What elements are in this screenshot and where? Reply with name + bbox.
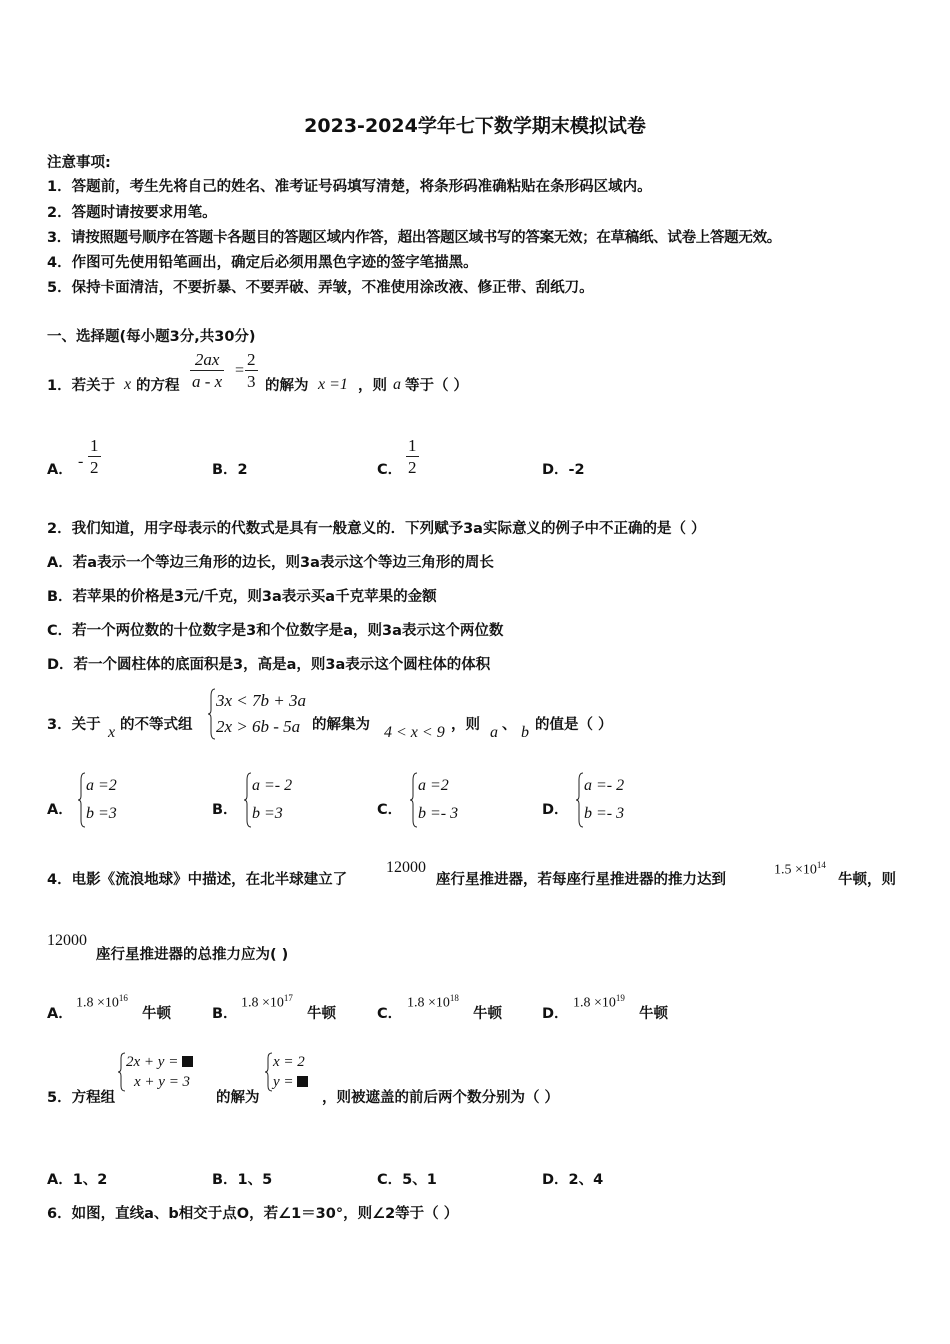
q1-option-c-fraction (406, 436, 419, 479)
q1-end: 等于（ ） (405, 378, 469, 394)
q3-option-d-row2: b =- 3 (584, 805, 625, 822)
q1-var-a: a (393, 376, 401, 393)
q1-option-c-num: 1 (408, 436, 417, 455)
q3-end: 的值是（ ） (535, 717, 613, 733)
q1-option-a-den: 2 (90, 458, 99, 477)
q1-option-d[interactable]: D．-2 (542, 462, 585, 478)
q1-option-c-label[interactable]: C． (377, 462, 403, 478)
q5-end: ，则被遮盖的前后两个数分别为（ ） (322, 1090, 560, 1106)
hidden-number-icon (297, 1076, 308, 1087)
q3-after: 的解集为 (312, 717, 370, 733)
q4-option-c-unit: 牛顿 (473, 1006, 502, 1022)
q2-option-d[interactable]: D．若一个圆柱体的底面积是3，高是a，则3a表示这个圆柱体的体积 (47, 657, 491, 673)
q4-mid: 座行星推进器，若每座行星推进器的推力达到 (436, 872, 726, 888)
q1-after: 的解为 (265, 378, 309, 394)
q1-frac-denominator: a - x (192, 372, 223, 391)
q4-option-d-unit: 牛顿 (639, 1006, 668, 1022)
q5-solution-row2 (273, 1072, 308, 1092)
q4-option-d-value (573, 993, 625, 1012)
q3-option-d-system (576, 772, 624, 828)
q1-option-b[interactable]: B．2 (212, 462, 248, 478)
q4-option-b-unit: 牛顿 (307, 1006, 336, 1022)
q4-option-b-exp: 17 (283, 993, 293, 1003)
brace-icon (244, 772, 252, 828)
q4-force (774, 860, 826, 879)
q1-option-a-sign: - (78, 453, 84, 470)
notice-item: 5．保持卡面清洁，不要折暴、不要弄破、弄皱，不准使用涂改液、修正带、刮纸刀。 (47, 280, 594, 296)
q3-option-c-system (410, 772, 458, 828)
q4-prefix: 4．电影《流浪地球》中描述，在北半球建立了 (47, 872, 348, 888)
q3-option-d-label[interactable]: D． (542, 802, 569, 818)
notice-heading: 注意事项: (47, 155, 111, 171)
q5-option-d[interactable]: D．2、4 (542, 1172, 604, 1188)
q1-frac-numerator: 2ax (190, 350, 224, 371)
q3-option-a-label[interactable]: A． (47, 802, 73, 818)
q4-option-c-value (407, 993, 459, 1012)
q4-end: 牛顿，则 (838, 872, 896, 888)
q4-option-d-exp: 19 (615, 993, 625, 1003)
q3-after2: ，则 (451, 717, 480, 733)
q3-option-a-system (78, 772, 117, 828)
q4-option-b-label[interactable]: B． (212, 1006, 238, 1022)
q5-mid: 的解为 (216, 1090, 260, 1106)
q3-system-row1: 3x < 7b + 3a (216, 691, 306, 710)
notice-item: 2．答题时请按要求用笔。 (47, 205, 217, 221)
q5-system-row2 (126, 1072, 193, 1092)
q4-count: 12000 (386, 859, 426, 876)
notice-item: 4．作图可先使用铅笔画出，确定后必须用黑色字迹的签字笔描黑。 (47, 255, 478, 271)
q3-option-b-label[interactable]: B． (212, 802, 238, 818)
brace-icon (118, 1052, 126, 1092)
brace-icon (265, 1052, 273, 1092)
q5-equation-system (118, 1052, 193, 1092)
q3-var-a: a (490, 724, 498, 741)
q4-option-a-exp: 16 (118, 993, 128, 1003)
q5-solution-row2-text: y = (273, 1074, 298, 1090)
q5-solution-row1: x = 2 (273, 1054, 305, 1070)
notice-item: 3．请按照题号顺序在答题卡各题目的答题区域内作答，超出答题区域书写的答案无效；在草稿纸、试卷上答题无效。 (47, 230, 781, 246)
q4-option-b-value (241, 993, 293, 1012)
q1-prefix: 1．若关于 (47, 378, 116, 394)
brace-icon (208, 688, 216, 740)
q3-system-row2: 2x > 6b - 5a (216, 717, 301, 736)
q4-option-c-exp: 18 (449, 993, 459, 1003)
page-title: 2023-2024学年七下数学期末模拟试卷 (304, 115, 646, 137)
q3-option-b-row2: b =3 (252, 805, 283, 822)
q3-option-c-row2: b =- 3 (418, 805, 459, 822)
q4-option-a-value (76, 993, 128, 1012)
q3-solution: 4 < x < 9 (384, 724, 445, 741)
q1-rhs-fraction (245, 350, 258, 393)
q3-option-d-row1: a =- 2 (584, 777, 625, 794)
q3-option-b-system (244, 772, 292, 828)
hidden-number-icon (182, 1056, 193, 1067)
q5-option-a[interactable]: A．1、2 (47, 1172, 108, 1188)
q4-option-d-label[interactable]: D． (542, 1006, 569, 1022)
q1-solution: x =1 (318, 376, 348, 393)
q3-option-a-row2: b =3 (86, 805, 117, 822)
q4-option-a-label[interactable]: A． (47, 1006, 73, 1022)
q4-option-c-base: 1.8 ×10 (407, 995, 450, 1011)
q5-solution-system (265, 1052, 308, 1092)
q4-count-2: 12000 (47, 932, 87, 949)
q5-system-row1-text: 2x + y = (126, 1054, 183, 1070)
q3-prefix: 3．关于 (47, 717, 101, 733)
q3-mid: 的不等式组 (120, 717, 193, 733)
q3-option-b-row1: a =- 2 (252, 777, 293, 794)
q1-option-c-den: 2 (408, 458, 417, 477)
q4-option-a-unit: 牛顿 (142, 1006, 171, 1022)
q1-fraction (190, 350, 224, 393)
q5-system-row2-text: x + y = 3 (134, 1074, 191, 1090)
q1-rhs-denominator: 3 (247, 372, 256, 391)
q1-after2: ，则 (358, 378, 387, 394)
q6-stem: 6．如图，直线a、b相交于点O，若∠1＝30°，则∠2等于（ ） (47, 1206, 459, 1222)
q1-option-a-num: 1 (90, 436, 99, 455)
brace-icon (78, 772, 86, 828)
q4-option-d-base: 1.8 ×10 (573, 995, 616, 1011)
brace-icon (410, 772, 418, 828)
q3-option-c-label[interactable]: C． (377, 802, 403, 818)
q1-option-a-fraction (88, 436, 101, 479)
q1-var-x: x (124, 376, 132, 393)
q3-sep: 、 (502, 717, 517, 733)
notice-item: 1．答题前，考生先将自己的姓名、准考证号码填写清楚，将条形码准确粘贴在条形码区域内。 (47, 179, 652, 195)
q5-option-c[interactable]: C．5、1 (377, 1172, 437, 1188)
brace-icon (576, 772, 584, 828)
q4-option-c-label[interactable]: C． (377, 1006, 403, 1022)
q4-force-exp: 14 (816, 860, 826, 870)
q3-option-c-row1: a =2 (418, 777, 449, 794)
q4-force-base: 1.5 ×10 (774, 862, 817, 878)
q5-prefix: 5．方程组 (47, 1090, 116, 1106)
q5-system-row1 (126, 1052, 193, 1072)
q3-option-a-row1: a =2 (86, 777, 117, 794)
q2-option-b[interactable]: B．若苹果的价格是3元/千克，则3a表示买a千克苹果的金额 (47, 589, 437, 605)
q2-option-a[interactable]: A．若a表示一个等边三角形的边长，则3a表示这个等边三角形的周长 (47, 555, 494, 571)
q4-line2: 座行星推进器的总推力应为( ) (96, 947, 289, 963)
q2-stem: 2．我们知道，用字母表示的代数式是具有一般意义的．下列赋予3a实际意义的例子中不正确的是（ ） (47, 521, 706, 537)
q1-equals: = (235, 362, 245, 379)
q4-option-b-base: 1.8 ×10 (241, 995, 284, 1011)
q5-option-b[interactable]: B．1、5 (212, 1172, 273, 1188)
q2-option-c[interactable]: C．若一个两位数的十位数字是3和个位数字是a，则3a表示这个两位数 (47, 623, 504, 639)
q1-mid: 的方程 (136, 378, 180, 394)
q3-var-x: x (108, 724, 116, 741)
q3-var-b: b (521, 724, 529, 741)
q1-rhs-numerator: 2 (247, 350, 256, 369)
q1-option-a-label[interactable]: A． (47, 462, 73, 478)
section-heading: 一、选择题(每小题3分,共30分) (47, 329, 256, 345)
q3-inequality-system (208, 688, 306, 740)
q4-option-a-base: 1.8 ×10 (76, 995, 119, 1011)
